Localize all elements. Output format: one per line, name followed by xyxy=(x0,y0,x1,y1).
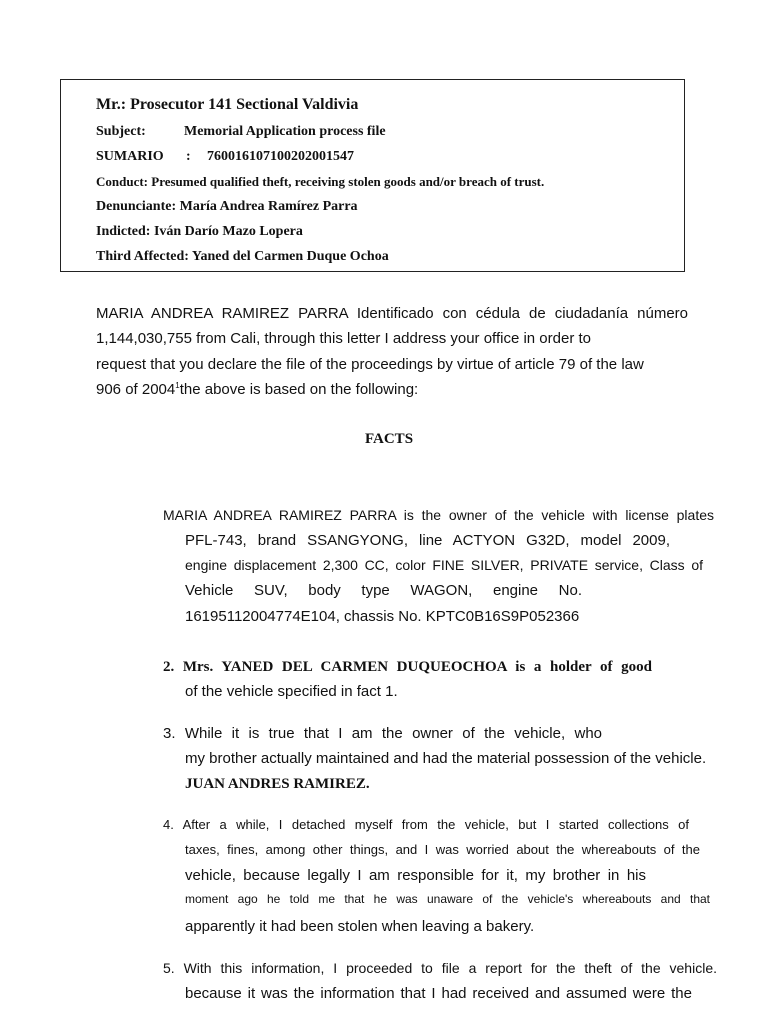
indicted: Indicted: Iván Darío Mazo Lopera xyxy=(96,224,303,239)
intro-line-2: 1,144,030,755 from Cali, through this letter I address your office in order to xyxy=(96,330,591,347)
footnote-mark[interactable]: 1 xyxy=(175,381,180,390)
addressee: Mr.: Prosecutor 141 Sectional Valdivia xyxy=(96,96,359,113)
fact-4-line-2: taxes, fines, among other things, and I was worried about the whereabouts of the xyxy=(185,842,700,857)
intro-line-4 xyxy=(96,381,418,398)
third-affected: Third Affected: Yaned del Carmen Duque Ochoa xyxy=(96,249,389,264)
fact-4-line-3: vehicle, because legally I am responsible for it, my brother in his xyxy=(185,867,646,884)
fact-1-line-5: 16195112004774E104, chassis No. KPTC0B16S9P052366 xyxy=(185,608,580,625)
fact-4-line-4: moment ago he told me that he was unaware of the vehicle's whereabouts and that xyxy=(185,892,710,906)
intro-line-4-start: 906 of 2004 xyxy=(96,381,176,398)
fact-1-line-3: engine displacement 2,300 CC, color FINE SILVER, PRIVATE service, Class of xyxy=(185,557,703,573)
fact-3-line-3: JUAN ANDRES RAMIREZ. xyxy=(185,776,370,792)
intro-line-4-end: the above is based on the following: xyxy=(179,381,419,398)
fact-1-line-2: PFL-743, brand SSANGYONG, line ACTYON G32D, model 2009, xyxy=(185,532,670,549)
fact-4-line-5: apparently it had been stolen when leaving a bakery. xyxy=(185,918,535,935)
subject-value: Memorial Application process file xyxy=(184,124,386,139)
fact-5-line-2: because it was the information that I had received and assumed were the xyxy=(185,985,692,1002)
sumario-label: SUMARIO xyxy=(96,149,164,164)
fact-1-line-1: MARIA ANDREA RAMIREZ PARRA is the owner of the vehicle with license plates xyxy=(163,507,714,523)
subject-label: Subject: xyxy=(96,124,146,139)
fact-2-line-2: of the vehicle specified in fact 1. xyxy=(185,683,398,700)
fact-4-line-1: 4. After a while, I detached myself from the vehicle, but I started collections of xyxy=(163,817,689,832)
denunciante: Denunciante: María Andrea Ramírez Parra xyxy=(96,199,358,214)
conduct: Conduct: Presumed qualified theft, receiving stolen goods and/or breach of trust. xyxy=(96,174,545,189)
sumario-separator: : xyxy=(186,149,191,164)
fact-5-line-1: 5. With this information, I proceeded to file a report for the theft of the vehicle. xyxy=(163,960,717,976)
fact-3-line-1: 3. While it is true that I am the owner of the vehicle, who xyxy=(163,725,602,742)
intro-line-1: MARIA ANDREA RAMIREZ PARRA Identificado con cédula de ciudadanía número xyxy=(96,305,688,322)
fact-1-line-4: Vehicle SUV, body type WAGON, engine No. xyxy=(185,582,582,599)
sumario-number: 760016107100202001547 xyxy=(207,149,354,164)
intro-line-3: request that you declare the file of the proceedings by virtue of article 79 of the law xyxy=(96,356,644,373)
facts-heading: FACTS xyxy=(364,431,414,447)
fact-2-line-1: 2. Mrs. YANED DEL CARMEN DUQUEOCHOA is a holder of good xyxy=(163,659,652,675)
fact-3-line-2: my brother actually maintained and had the material possession of the vehicle. xyxy=(185,750,707,767)
